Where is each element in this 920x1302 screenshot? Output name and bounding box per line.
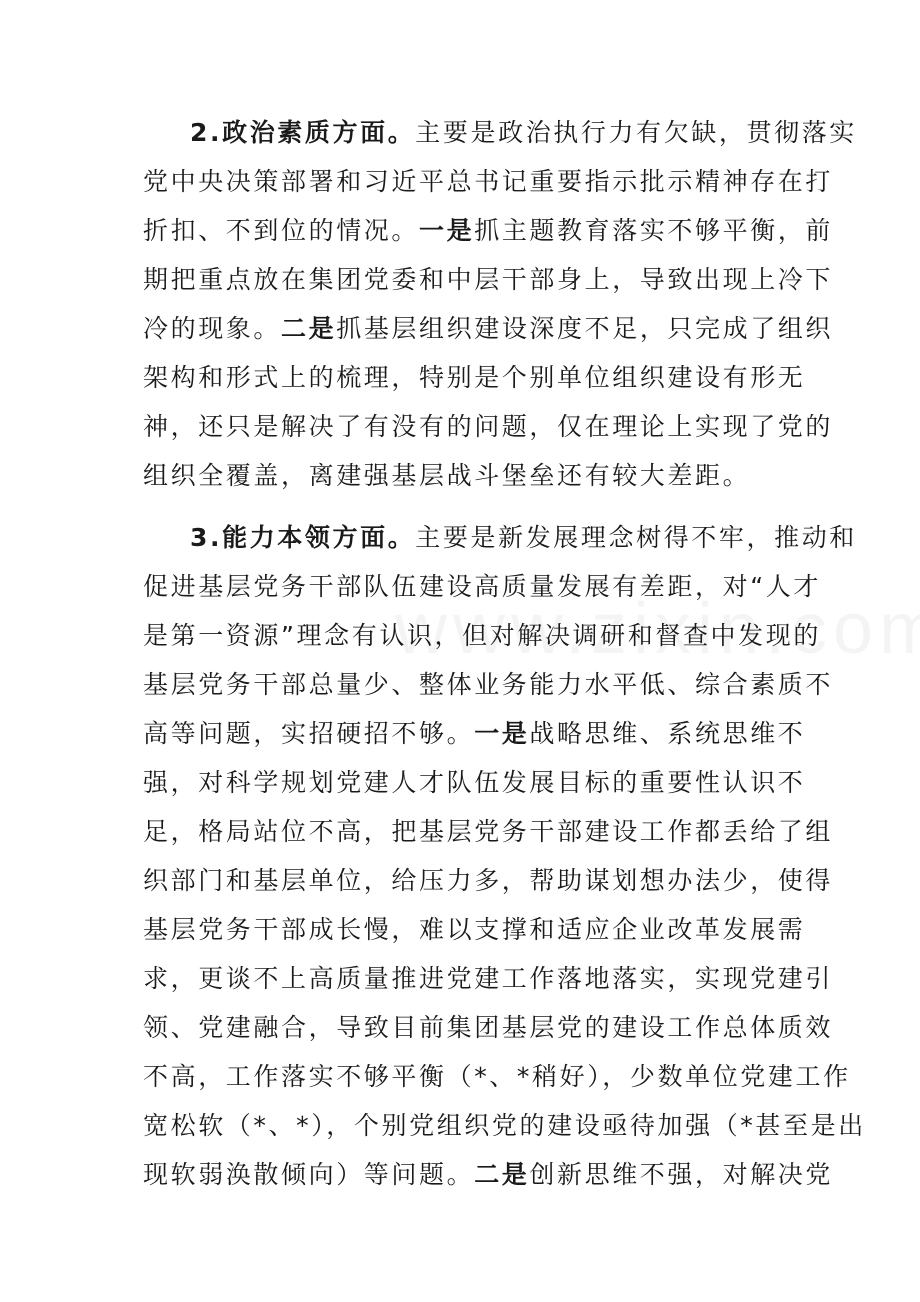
section-2-line-3: 折扣、不到位的情况。一是抓主题教育落实不够平衡，前 xyxy=(143,216,834,245)
section-3-line-10: 求，更谈不上高质量推进党建工作落地落实，实现党建引 xyxy=(143,964,834,993)
section-3-line-7: 足，格局站位不高，把基层党务干部建设工作都丢给了组 xyxy=(143,817,834,846)
section-3-line-4: 基层党务干部总量少、整体业务能力水平低、综合素质不 xyxy=(143,670,834,699)
section-2-line-4: 期把重点放在集团党委和中层干部身上，导致出现上冷下 xyxy=(143,265,834,294)
section-2-line-1: 2.政治素质方面。主要是政治执行力有欠缺，贯彻落实 xyxy=(190,118,857,147)
section-3-line-5: 高等问题，实招硬招不够。一是战略思维、系统思维不 xyxy=(143,719,806,748)
section-3-line-3: 是第一资源”理念有认识，但对解决调研和督查中发现的 xyxy=(143,621,821,650)
section-3-line-11: 领、党建融合，导致目前集团基层党的建设工作总体质效 xyxy=(143,1013,834,1042)
section-3-line-12: 不高，工作落实不够平衡（*、*稍好），少数单位党建工作 xyxy=(143,1062,851,1091)
section-3-line-6: 强，对科学规划党建人才队伍发展目标的重要性认识不 xyxy=(143,768,806,797)
section-2-line-7: 神，还只是解决了有没有的问题，仅在理论上实现了党的 xyxy=(143,412,834,441)
section-2-line-5: 冷的现象。二是抓基层组织建设深度不足，只完成了组织 xyxy=(143,314,834,343)
section-2-line-2: 党中央决策部署和习近平总书记重要指示批示精神存在打 xyxy=(143,167,834,196)
section-2-line-6: 架构和形式上的梳理，特别是个别单位组织建设有形无 xyxy=(143,363,806,392)
section-2-heading: 2.政治素质方面。 xyxy=(190,118,416,147)
section-3-heading: 3.能力本领方面。 xyxy=(190,523,416,552)
section-3-line-1: 3.能力本领方面。主要是新发展理念树得不牢，推动和 xyxy=(190,523,857,552)
section-3-line-9: 基层党务干部成长慢，难以支撑和适应企业改革发展需 xyxy=(143,915,806,944)
section-3-line-14: 现软弱涣散倾向）等问题。二是创新思维不强，对解决党 xyxy=(143,1160,834,1189)
section-3-line-13: 宽松软（*、*），个别党组织党的建设亟待加强（*甚至是出 xyxy=(143,1111,866,1140)
section-2-line-8: 组织全覆盖，离建强基层战斗堡垒还有较大差距。 xyxy=(143,461,751,490)
section-3-line-8: 织部门和基层单位，给压力多，帮助谋划想办法少，使得 xyxy=(143,866,834,895)
section-3-line-2: 促进基层党务干部队伍建设高质量发展有差距，对“人才 xyxy=(143,572,821,601)
